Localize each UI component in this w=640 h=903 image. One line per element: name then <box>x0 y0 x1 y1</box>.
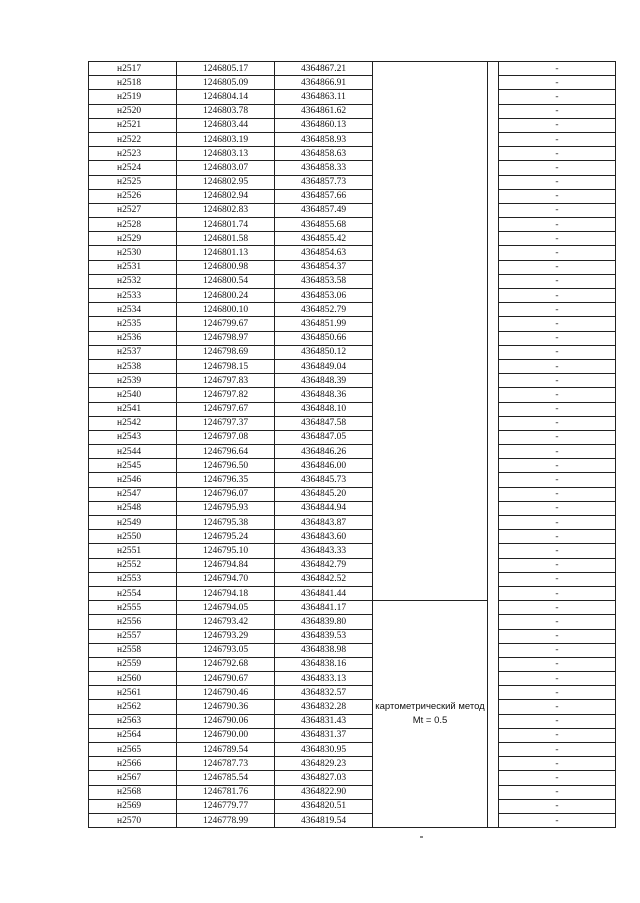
point-id-cell: н2550 <box>89 530 177 544</box>
table-row <box>89 544 616 558</box>
y-coordinate-cell: 4364848.36 <box>275 388 373 402</box>
table-row <box>89 813 616 827</box>
y-coordinate-cell: 4364857.73 <box>275 175 373 189</box>
x-coordinate-cell: 1246799.67 <box>177 317 275 331</box>
y-coordinate-cell: 4364866.91 <box>275 76 373 90</box>
y-coordinate-cell: 4364843.60 <box>275 530 373 544</box>
x-coordinate-cell: 1246794.84 <box>177 558 275 572</box>
x-coordinate-cell: 1246796.64 <box>177 445 275 459</box>
description-cell: - <box>499 530 616 544</box>
point-id-cell: н2523 <box>89 147 177 161</box>
y-coordinate-cell: 4364839.80 <box>275 615 373 629</box>
y-coordinate-cell: 4364851.99 <box>275 317 373 331</box>
x-coordinate-cell: 1246790.06 <box>177 714 275 728</box>
point-id-cell: н2545 <box>89 459 177 473</box>
point-id-cell: н2534 <box>89 303 177 317</box>
x-coordinate-cell: 1246795.10 <box>177 544 275 558</box>
point-id-cell: н2544 <box>89 445 177 459</box>
x-coordinate-cell: 1246795.38 <box>177 516 275 530</box>
description-cell: - <box>499 586 616 600</box>
x-coordinate-cell: 1246801.74 <box>177 218 275 232</box>
x-coordinate-cell: 1246802.83 <box>177 203 275 217</box>
table-row <box>89 388 616 402</box>
y-coordinate-cell: 4364849.04 <box>275 359 373 373</box>
description-cell: - <box>499 161 616 175</box>
description-cell: - <box>499 203 616 217</box>
y-coordinate-cell: 4364819.54 <box>275 813 373 827</box>
x-coordinate-cell: 1246797.08 <box>177 430 275 444</box>
description-cell: - <box>499 700 616 714</box>
y-coordinate-cell: 4364838.16 <box>275 657 373 671</box>
table-row <box>89 175 616 189</box>
point-id-cell: н2535 <box>89 317 177 331</box>
x-coordinate-cell: 1246779.77 <box>177 799 275 813</box>
table-row <box>89 459 616 473</box>
description-cell: - <box>499 359 616 373</box>
description-cell: - <box>499 289 616 303</box>
y-coordinate-cell: 4364841.17 <box>275 601 373 615</box>
table-row <box>89 104 616 118</box>
point-id-cell: н2524 <box>89 161 177 175</box>
point-id-cell: н2566 <box>89 757 177 771</box>
description-cell: - <box>499 104 616 118</box>
x-coordinate-cell: 1246800.98 <box>177 260 275 274</box>
description-cell: - <box>499 487 616 501</box>
point-id-cell: н2517 <box>89 62 177 76</box>
point-id-cell: н2525 <box>89 175 177 189</box>
point-id-cell: н2519 <box>89 90 177 104</box>
point-id-cell: н2521 <box>89 118 177 132</box>
table-row <box>89 743 616 757</box>
y-coordinate-cell: 4364846.00 <box>275 459 373 473</box>
description-cell: - <box>499 218 616 232</box>
description-cell: - <box>499 501 616 515</box>
description-cell: - <box>499 672 616 686</box>
point-id-cell: н2533 <box>89 289 177 303</box>
table-row <box>89 118 616 132</box>
table-row <box>89 331 616 345</box>
x-coordinate-cell: 1246801.58 <box>177 232 275 246</box>
y-coordinate-cell: 4364842.52 <box>275 572 373 586</box>
point-id-cell: н2556 <box>89 615 177 629</box>
y-coordinate-cell: 4364832.57 <box>275 686 373 700</box>
x-coordinate-cell: 1246785.54 <box>177 771 275 785</box>
y-coordinate-cell: 4364830.95 <box>275 743 373 757</box>
point-id-cell: н2557 <box>89 629 177 643</box>
point-id-cell: н2536 <box>89 331 177 345</box>
point-id-cell: н2548 <box>89 501 177 515</box>
y-coordinate-cell: 4364853.06 <box>275 289 373 303</box>
table-row <box>89 785 616 799</box>
table-row <box>89 345 616 359</box>
point-id-cell: н2561 <box>89 686 177 700</box>
x-coordinate-cell: 1246790.36 <box>177 700 275 714</box>
point-id-cell: н2537 <box>89 345 177 359</box>
point-id-cell: н2543 <box>89 430 177 444</box>
description-cell: - <box>499 785 616 799</box>
description-cell: - <box>499 728 616 742</box>
description-cell: - <box>499 813 616 827</box>
point-id-cell: н2528 <box>89 218 177 232</box>
table-row <box>89 430 616 444</box>
point-id-cell: н2565 <box>89 743 177 757</box>
y-coordinate-cell: 4364847.58 <box>275 416 373 430</box>
x-coordinate-cell: 1246804.14 <box>177 90 275 104</box>
x-coordinate-cell: 1246798.15 <box>177 359 275 373</box>
table-row <box>89 374 616 388</box>
description-cell: - <box>499 374 616 388</box>
table-row <box>89 218 616 232</box>
description-cell: - <box>499 246 616 260</box>
y-coordinate-cell: 4364860.13 <box>275 118 373 132</box>
description-cell: - <box>499 657 616 671</box>
point-id-cell: н2558 <box>89 643 177 657</box>
description-cell: - <box>499 62 616 76</box>
table-row <box>89 686 616 700</box>
y-coordinate-cell: 4364867.21 <box>275 62 373 76</box>
method-cell: картометрический метод Mt = 0.5 <box>373 601 488 828</box>
point-id-cell: н2538 <box>89 359 177 373</box>
point-id-cell: н2569 <box>89 799 177 813</box>
y-coordinate-cell: 4364843.33 <box>275 544 373 558</box>
table-row <box>89 76 616 90</box>
table-row <box>89 629 616 643</box>
y-coordinate-cell: 4364863.11 <box>275 90 373 104</box>
y-coordinate-cell: 4364833.13 <box>275 672 373 686</box>
point-id-cell: н2520 <box>89 104 177 118</box>
table-row <box>89 700 616 714</box>
x-coordinate-cell: 1246787.73 <box>177 757 275 771</box>
description-cell: - <box>499 388 616 402</box>
y-coordinate-cell: 4364829.23 <box>275 757 373 771</box>
description-cell: - <box>499 799 616 813</box>
point-id-cell: н2551 <box>89 544 177 558</box>
point-id-cell: н2522 <box>89 132 177 146</box>
table-row <box>89 643 616 657</box>
point-id-cell: н2546 <box>89 473 177 487</box>
description-cell: - <box>499 544 616 558</box>
y-coordinate-cell: 4364852.79 <box>275 303 373 317</box>
scan-speck <box>420 836 423 838</box>
table-row <box>89 799 616 813</box>
description-cell: - <box>499 317 616 331</box>
point-id-cell: н2526 <box>89 189 177 203</box>
table-row <box>89 132 616 146</box>
y-coordinate-cell: 4364850.12 <box>275 345 373 359</box>
description-cell: - <box>499 118 616 132</box>
x-coordinate-cell: 1246790.00 <box>177 728 275 742</box>
x-coordinate-cell: 1246797.67 <box>177 402 275 416</box>
y-coordinate-cell: 4364842.79 <box>275 558 373 572</box>
description-cell: - <box>499 303 616 317</box>
description-cell: - <box>499 601 616 615</box>
point-id-cell: н2552 <box>89 558 177 572</box>
x-coordinate-cell: 1246801.13 <box>177 246 275 260</box>
x-coordinate-cell: 1246802.94 <box>177 189 275 203</box>
table-row <box>89 601 616 615</box>
x-coordinate-cell: 1246803.19 <box>177 132 275 146</box>
x-coordinate-cell: 1246803.07 <box>177 161 275 175</box>
point-id-cell: н2527 <box>89 203 177 217</box>
table-row <box>89 189 616 203</box>
x-coordinate-cell: 1246800.54 <box>177 274 275 288</box>
x-coordinate-cell: 1246800.10 <box>177 303 275 317</box>
description-cell: - <box>499 76 616 90</box>
y-coordinate-cell: 4364850.66 <box>275 331 373 345</box>
description-cell: - <box>499 516 616 530</box>
table-row <box>89 260 616 274</box>
table-row <box>89 501 616 515</box>
x-coordinate-cell: 1246793.05 <box>177 643 275 657</box>
table-row <box>89 274 616 288</box>
point-id-cell: н2554 <box>89 586 177 600</box>
y-coordinate-cell: 4364857.66 <box>275 189 373 203</box>
table-row <box>89 615 616 629</box>
table-row <box>89 147 616 161</box>
y-coordinate-cell: 4364827.03 <box>275 771 373 785</box>
description-cell: - <box>499 175 616 189</box>
table-row <box>89 203 616 217</box>
table-row <box>89 246 616 260</box>
y-coordinate-cell: 4364822.90 <box>275 785 373 799</box>
table-row <box>89 62 616 76</box>
y-coordinate-cell: 4364838.98 <box>275 643 373 657</box>
point-id-cell: н2559 <box>89 657 177 671</box>
description-cell: - <box>499 90 616 104</box>
x-coordinate-cell: 1246793.29 <box>177 629 275 643</box>
table-row <box>89 317 616 331</box>
description-cell: - <box>499 572 616 586</box>
description-cell: - <box>499 232 616 246</box>
x-coordinate-cell: 1246778.99 <box>177 813 275 827</box>
description-cell: - <box>499 615 616 629</box>
y-coordinate-cell: 4364854.37 <box>275 260 373 274</box>
x-coordinate-cell: 1246803.13 <box>177 147 275 161</box>
x-coordinate-cell: 1246803.44 <box>177 118 275 132</box>
y-coordinate-cell: 4364843.87 <box>275 516 373 530</box>
x-coordinate-cell: 1246794.70 <box>177 572 275 586</box>
table-row <box>89 572 616 586</box>
x-coordinate-cell: 1246796.07 <box>177 487 275 501</box>
y-coordinate-cell: 4364861.62 <box>275 104 373 118</box>
y-coordinate-cell: 4364832.28 <box>275 700 373 714</box>
description-cell: - <box>499 274 616 288</box>
table-row <box>89 90 616 104</box>
x-coordinate-cell: 1246800.24 <box>177 289 275 303</box>
y-coordinate-cell: 4364831.37 <box>275 728 373 742</box>
y-coordinate-cell: 4364846.26 <box>275 445 373 459</box>
point-id-cell: н2518 <box>89 76 177 90</box>
x-coordinate-cell: 1246797.82 <box>177 388 275 402</box>
table-row <box>89 586 616 600</box>
description-cell: - <box>499 430 616 444</box>
description-cell: - <box>499 714 616 728</box>
point-id-cell: н2563 <box>89 714 177 728</box>
point-id-cell: н2542 <box>89 416 177 430</box>
table-row <box>89 232 616 246</box>
y-coordinate-cell: 4364854.63 <box>275 246 373 260</box>
y-coordinate-cell: 4364858.63 <box>275 147 373 161</box>
y-coordinate-cell: 4364848.39 <box>275 374 373 388</box>
table-row <box>89 530 616 544</box>
x-coordinate-cell: 1246805.17 <box>177 62 275 76</box>
description-cell: - <box>499 260 616 274</box>
y-coordinate-cell: 4364848.10 <box>275 402 373 416</box>
y-coordinate-cell: 4364831.43 <box>275 714 373 728</box>
description-cell: - <box>499 643 616 657</box>
x-coordinate-cell: 1246793.42 <box>177 615 275 629</box>
table-row <box>89 728 616 742</box>
y-coordinate-cell: 4364844.94 <box>275 501 373 515</box>
description-cell: - <box>499 132 616 146</box>
y-coordinate-cell: 4364857.49 <box>275 203 373 217</box>
x-coordinate-cell: 1246796.50 <box>177 459 275 473</box>
table-row <box>89 445 616 459</box>
table-row <box>89 473 616 487</box>
description-cell: - <box>499 445 616 459</box>
table-row <box>89 771 616 785</box>
y-coordinate-cell: 4364853.58 <box>275 274 373 288</box>
x-coordinate-cell: 1246795.93 <box>177 501 275 515</box>
point-id-cell: н2549 <box>89 516 177 530</box>
x-coordinate-cell: 1246789.54 <box>177 743 275 757</box>
description-cell: - <box>499 771 616 785</box>
y-coordinate-cell: 4364858.93 <box>275 132 373 146</box>
y-coordinate-cell: 4364820.51 <box>275 799 373 813</box>
point-id-cell: н2560 <box>89 672 177 686</box>
x-coordinate-cell: 1246781.76 <box>177 785 275 799</box>
x-coordinate-cell: 1246792.68 <box>177 657 275 671</box>
point-id-cell: н2530 <box>89 246 177 260</box>
x-coordinate-cell: 1246798.97 <box>177 331 275 345</box>
x-coordinate-cell: 1246796.35 <box>177 473 275 487</box>
point-id-cell: н2541 <box>89 402 177 416</box>
point-id-cell: н2570 <box>89 813 177 827</box>
table-row <box>89 516 616 530</box>
y-coordinate-cell: 4364839.53 <box>275 629 373 643</box>
description-cell: - <box>499 459 616 473</box>
table-row <box>89 558 616 572</box>
x-coordinate-cell: 1246794.05 <box>177 601 275 615</box>
description-cell: - <box>499 416 616 430</box>
x-coordinate-cell: 1246795.24 <box>177 530 275 544</box>
x-coordinate-cell: 1246797.83 <box>177 374 275 388</box>
point-id-cell: н2547 <box>89 487 177 501</box>
x-coordinate-cell: 1246802.95 <box>177 175 275 189</box>
table-row <box>89 757 616 771</box>
table-row <box>89 303 616 317</box>
description-cell: - <box>499 345 616 359</box>
empty-narrow-cell <box>488 62 499 828</box>
point-id-cell: н2562 <box>89 700 177 714</box>
description-cell: - <box>499 686 616 700</box>
y-coordinate-cell: 4364855.42 <box>275 232 373 246</box>
description-cell: - <box>499 402 616 416</box>
y-coordinate-cell: 4364847.05 <box>275 430 373 444</box>
description-cell: - <box>499 743 616 757</box>
table-row <box>89 714 616 728</box>
point-id-cell: н2531 <box>89 260 177 274</box>
coordinates-table <box>88 61 616 828</box>
point-id-cell: н2564 <box>89 728 177 742</box>
table-row <box>89 359 616 373</box>
point-id-cell: н2568 <box>89 785 177 799</box>
point-id-cell: н2529 <box>89 232 177 246</box>
point-id-cell: н2567 <box>89 771 177 785</box>
x-coordinate-cell: 1246797.37 <box>177 416 275 430</box>
description-cell: - <box>499 147 616 161</box>
table-row <box>89 487 616 501</box>
point-id-cell: н2555 <box>89 601 177 615</box>
y-coordinate-cell: 4364841.44 <box>275 586 373 600</box>
description-cell: - <box>499 189 616 203</box>
y-coordinate-cell: 4364855.68 <box>275 218 373 232</box>
table-row <box>89 161 616 175</box>
x-coordinate-cell: 1246805.09 <box>177 76 275 90</box>
table-row <box>89 672 616 686</box>
table-row <box>89 416 616 430</box>
y-coordinate-cell: 4364845.73 <box>275 473 373 487</box>
description-cell: - <box>499 331 616 345</box>
description-cell: - <box>499 558 616 572</box>
description-cell: - <box>499 757 616 771</box>
x-coordinate-cell: 1246794.18 <box>177 586 275 600</box>
x-coordinate-cell: 1246790.46 <box>177 686 275 700</box>
description-cell: - <box>499 473 616 487</box>
description-cell: - <box>499 629 616 643</box>
point-id-cell: н2539 <box>89 374 177 388</box>
y-coordinate-cell: 4364858.33 <box>275 161 373 175</box>
table-row <box>89 402 616 416</box>
table-row <box>89 657 616 671</box>
point-id-cell: н2532 <box>89 274 177 288</box>
coordinates-table-body <box>89 62 616 828</box>
point-id-cell: н2540 <box>89 388 177 402</box>
point-id-cell: н2553 <box>89 572 177 586</box>
x-coordinate-cell: 1246790.67 <box>177 672 275 686</box>
x-coordinate-cell: 1246798.69 <box>177 345 275 359</box>
table-row <box>89 289 616 303</box>
y-coordinate-cell: 4364845.20 <box>275 487 373 501</box>
x-coordinate-cell: 1246803.78 <box>177 104 275 118</box>
method-cell-blank <box>373 62 488 601</box>
